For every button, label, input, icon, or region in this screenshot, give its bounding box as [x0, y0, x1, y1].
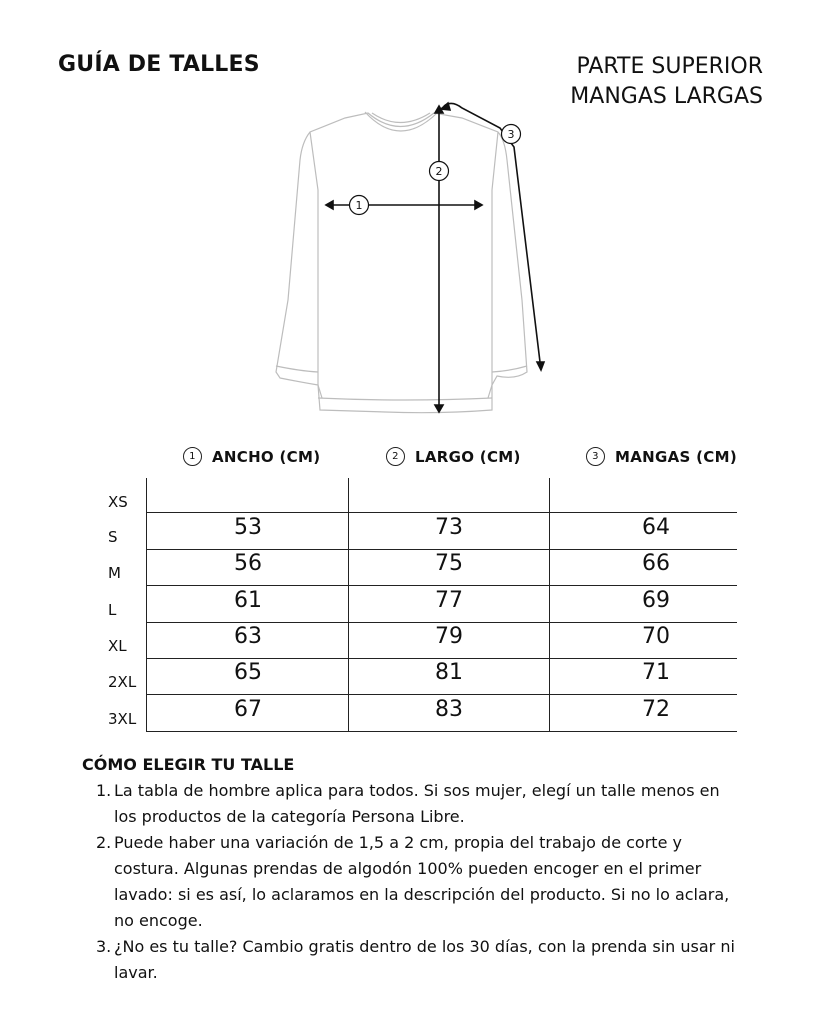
size-label: L [108, 601, 117, 619]
svg-text:3: 3 [507, 128, 515, 141]
column-header-ancho [183, 447, 320, 466]
ancho-value: 65 [234, 660, 262, 685]
page-title: GUÍA DE TALLES [58, 52, 260, 77]
largo-value: 83 [435, 697, 463, 722]
size-label: XL [108, 637, 127, 655]
largo-value: 73 [435, 515, 463, 540]
column-header-largo [386, 447, 521, 466]
mangas-value: 64 [642, 515, 670, 540]
column-label: MANGAS (CM) [615, 447, 737, 466]
size-label: 3XL [108, 710, 137, 728]
number-badge: 1 [183, 447, 202, 466]
item-number: 3. [96, 937, 112, 956]
howto-title: CÓMO ELEGIR TU TALLE [82, 755, 295, 774]
table-row [96, 513, 737, 549]
number-badge: 2 [386, 447, 405, 466]
largo-value: 79 [435, 624, 463, 649]
column-header-mangas [586, 447, 737, 466]
ancho-value: 63 [234, 624, 262, 649]
size-label: 2XL [108, 673, 137, 691]
marker-1 [350, 196, 369, 215]
largo-value: 75 [435, 551, 463, 576]
item-text: Puede haber una variación de 1,5 a 2 cm, propia del trabajo de corte y costura. Algunas prendas de algodón 100% pueden encoger en el primer lavado: si es así, lo aclaramos en la descripción del producto. Si no lo aclara, no encoge. [114, 833, 730, 930]
table-row [96, 622, 737, 658]
category-line-1: PARTE SUPERIOR [576, 54, 763, 79]
size-label: S [108, 528, 118, 546]
mangas-value: 72 [642, 697, 670, 722]
measure-lines [326, 103, 544, 412]
list-item [96, 778, 746, 830]
marker-3 [502, 125, 521, 144]
ancho-value: 67 [234, 697, 262, 722]
ancho-value: 53 [234, 515, 262, 540]
svg-text:2: 2 [435, 165, 443, 178]
table-row [96, 586, 737, 622]
marker-2 [430, 162, 449, 181]
howto-list [96, 778, 746, 986]
table-row [96, 695, 737, 731]
list-item [96, 830, 746, 934]
column-label: LARGO (CM) [415, 447, 521, 466]
svg-text:1: 1 [355, 199, 363, 212]
item-text: ¿No es tu talle? Cambio gratis dentro de los 30 días, con la prenda sin usar ni lavar. [114, 937, 735, 982]
size-label: M [108, 564, 121, 582]
ancho-value: 61 [234, 588, 262, 613]
mangas-value: 70 [642, 624, 670, 649]
mangas-value: 69 [642, 588, 670, 613]
table-row [96, 658, 737, 694]
long-sleeve-shirt-illustration [276, 112, 527, 413]
number-badge: 3 [586, 447, 605, 466]
item-text: La tabla de hombre aplica para todos. Si sos mujer, elegí un talle menos en los productos de la categoría Persona Libre. [114, 781, 720, 826]
garment-diagram [0, 0, 819, 440]
mangas-value: 71 [642, 660, 670, 685]
row-divider [146, 731, 737, 732]
largo-value: 77 [435, 588, 463, 613]
table-row [96, 478, 737, 514]
mangas-value: 66 [642, 551, 670, 576]
column-label: ANCHO (CM) [212, 447, 321, 466]
list-item [96, 934, 746, 986]
category-line-2: MANGAS LARGAS [570, 84, 763, 109]
ancho-value: 56 [234, 551, 262, 576]
item-number: 2. [96, 833, 112, 852]
size-label: XS [108, 493, 128, 511]
item-number: 1. [96, 781, 112, 800]
largo-value: 81 [435, 660, 463, 685]
table-row [96, 549, 737, 585]
